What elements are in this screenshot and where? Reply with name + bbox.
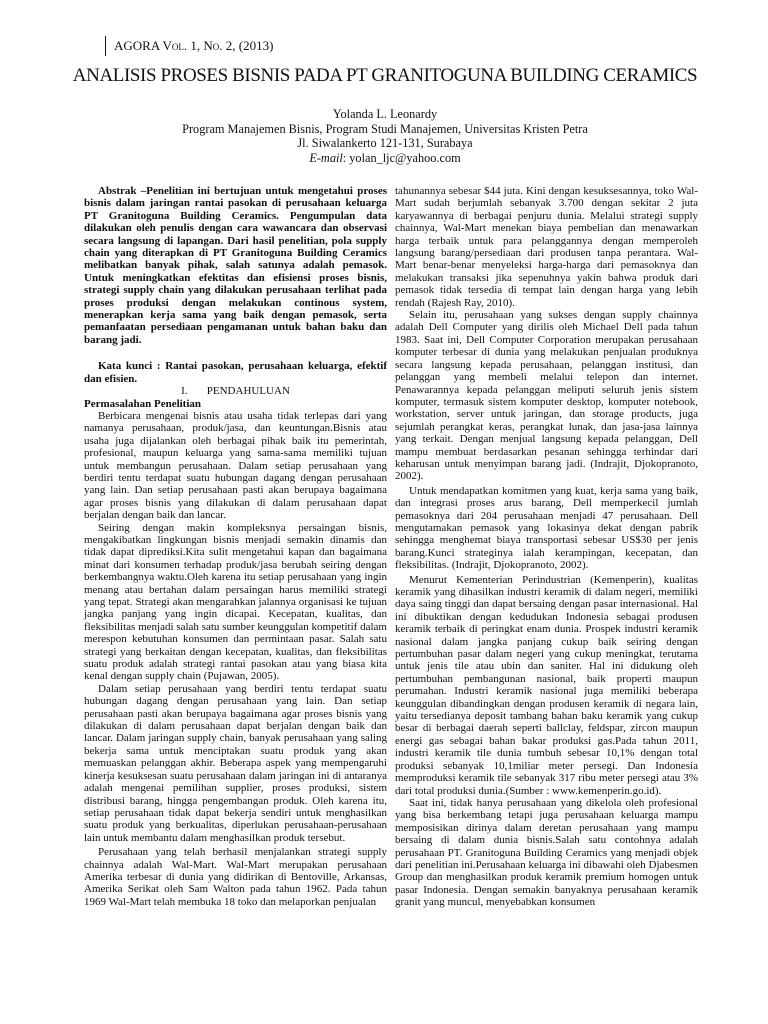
paper-title: ANALISIS PROSES BISNIS PADA PT GRANITOGUNA BUILDING CERAMICS (72, 65, 698, 86)
author-block (60, 107, 710, 165)
subsection-heading: Permasalahan Penelitian (84, 397, 202, 410)
paragraph: Seiring dengan makin kompleksnya persaingan bisnis, mengakibatkan lingkungan bisnis menjadi semakin dinamis dan tidak dapat diprediksi.Kita sulit mengetahui kapan dan bagaimana minat dari konsumen terhadap produk/jasa berubah seiring dengan berkembangnya waktu.Oleh karena itu setiap perusahaan yang ingin menang atau bertahan dalam persaingan harus memiliki strategi yang tepat. Strategi akan mengarahkan jalannya organisasi ke tujuan jangka panjang yang ingin dicapai. Kecepatan, kualitas, dan fleksibilitas menjadi salah satu sumber keunggulan kompetitif dalam merespon kebutuhan konsumen dan permintaan pasar. Salah satu strategi yang berkaitan dengan kecepatan, kualitas, dan fleksibilitas suatu produk adalah strategi rantai pasokan atau yang biasa kita kenal dengan supply chain (Pujawan, 2005). (84, 521, 387, 683)
section-title: PENDAHULUAN (206, 385, 290, 398)
paragraph: Untuk mendapatkan komitmen yang kuat, kerja sama yang baik, dan integrasi proses arus barang, Dell memperkecil jumlah pemasoknya dari 204 perusahaan menjadi 47 perusahaan. Dell mengutamakan pemasok yang lokasinya dekat dengan pabrik sehingga menghemat biaya transportasi sebesar US$30 per jenis barang.Kunci strateginya ialah kerampingan, kecepatan, dan fleksibilitas. (Indrajit, Djokopranoto, 2002). (395, 484, 698, 572)
paragraph: Selain itu, perusahaan yang sukses dengan supply chainnya adalah Dell Computer yang dirilis oleh Michael Dell pada tahun 1983. Saat ini, Dell Computer Corporation merupakan perusahaan komputer terbesar di dunia yang melakukan penjualan produknya secara langsung kepada perusahaan, pelanggan institusi, dan pelanggan yang membeli melalui telepon dan internet. Penawarannya kepada pelanggan meliputi seluruh jenis sistem komputer, termasuk sistem komputer desktop, komputer notebook, workstation, server untuk jaringan, dan storage products, juga sejumlah perangkat keras, perangkat lunak, dan jasa-jasa lainnya yang terkait. Dengan menjual langsung kepada pelanggan, Dell mampu membuat berdasarkan pesanan sehingga terhindar dari keharusan untuk menyimpan barang jadi. (Indrajit, Djokopranoto, 2002). (395, 309, 698, 483)
author-affiliation: Program Manajemen Bisnis, Program Studi Manajemen, Universitas Kristen Petra (182, 121, 588, 136)
keywords: Kata kunci : Rantai pasokan, perusahaan keluarga, efektif dan efisien. (84, 360, 387, 385)
paragraph: Perusahaan yang telah berhasil menjalankan strategi supply chainnya adalah Wal-Mart. Wal-Mart merupakan perusahaan Amerika terbesar di dunia yang didirikan di Bentoville, Arkansas, Amerika Serikat oleh Sam Walton pada tahun 1962. Pada tahun 1969 Wal-Mart telah membuka 18 toko dan melaporkan penjualan (84, 846, 387, 908)
abstract: Abstrak –Penelitian ini bertujuan untuk mengetahui proses bisnis dalam jaringan rantai pasokan di perusahaan keluarga PT Granitoguna Building Ceramics. Pengumpulan data dilakukan oleh penulis dengan cara wawancara dan observasi secara langsung di lapangan. Dari hasil penelitian, pola supply chain yang diterapkan di PT Granitoguna Building Ceramics melibatkan banyak pihak, salah satunya adalah pemasok. Untuk meningkatkan efektitas dan efisiensi proses bisnis, strategi supply chain yang dilakukan perusahaan terlihat pada proses produksi dengan melakukan continous system, menerapkan kerja sama yang baik dengan pemasok, serta pemanfaatan persediaan pengamanan untuk bahan baku dan barang jadi. (84, 185, 387, 346)
author-email[interactable]: : yolan_ljc@yahoo.com (342, 150, 461, 165)
paragraph: Dalam setiap perusahaan yang berdiri tentu terdapat suatu hubungan dagang dengan perusahaan yang lain. Dan setiap perusahaan pasti akan berupaya bagaimana agar proses bisnis yang dilakukan di dalam perusahaan dapat berjalan dengan baik dan lancar. Dalam jaringan supply chain, banyak perusahaan yang saling bekerja sama untuk menciptakan suatu produk yang akan memuaskan pelanggan akhir. Beberapa aspek yang mempengaruhi kinerja kesuksesan suatu perusahaan dalam jaringan ini di antaranya adalah mengenai pemilihan supplier, proses produksi, sistem distribusi barang, hingga pengembangan produk. Oleh karena itu, setiap perusahaan tidak dapat bekerja sendiri untuk menghasilkan suatu produk yang berkualitas, diperlukan perusahaan-perusahaan lain untuk membantu dalam menghasilkan produk tersebut. (84, 682, 387, 844)
right-column (395, 185, 698, 909)
left-column (84, 185, 387, 908)
author-name: Yolanda L. Leonardy (332, 107, 438, 121)
author-address: Jl. Siwalankerto 121-131, Surabaya (297, 136, 473, 151)
paragraph: Saat ini, tidak hanya perusahaan yang dikelola oleh profesional yang bisa berkembang tetapi juga perusahaan keluarga mampu memposisikan dirinya dalam deretan perusahaan yang mampu bersaing di dalam dunia bisnis.Salah satu contohnya adalah perusahaan PT. Granitoguna Building Ceramics yang menjadi objek dari penelitian ini.Perusahaan keluarga ini dibawahi oleh Djabesmen Group dan menghasilkan produk keramik premium homogen untuk pasar Indonesia. Dengan semakin banyaknya perusahaan keramik granit yang muncul, menyebabkan konsumen (395, 796, 698, 909)
section-number: I. (181, 385, 188, 398)
section-heading (84, 385, 387, 397)
paragraph: Berbicara mengenai bisnis atau usaha tidak terlepas dari yang namanya perusahaan, produk/jasa, dan keuntungan.Bisnis atau usaha juga dijalankan oleh berbagai pihak baik itu pemerintah, profesional, maupun keluarga yang sama-sama memiliki tujuan untuk membangun perusahaan. Dalam setiap perusahaan yang berdiri tentu terdapat suatu hubungan dagang dengan perusahaan yang lain. Dan setiap perusahaan pasti akan berupaya bagaimana agar proses bisnis yang dilakukan di dalam perusahaan dapat berjalan dengan baik dan lancar. (84, 409, 387, 522)
author-email-line (60, 151, 710, 166)
paragraph: tahunannya sebesar $44 juta. Kini dengan kesuksesannya, toko Wal-Mart sudah berjumlah sebanyak 3.700 dengan sekitar 2 juta karyawannya di berbagai penjuru dunia. Melalui strategi supply chainnya, Wal-Mart menekan biaya pembelian dan menawarkan harga terbaik untuk para pelanggannya dengan memperoleh langsung barang/persediaan dari produsen tanpa perantara. Wal-Mart benar-benar menyeleksi harga-harga dari pemasoknya dan melakukan transaksi jika sepenuhnya yakin bahwa produk dari pemasok tidak tersedia di tempat lain dengan harga yang lebih rendah (Rajesh Ray, 2010). (395, 185, 698, 309)
journal-header: AGORA Vol. 1, No. 2, (2013) (105, 36, 273, 56)
email-label: E-mail (309, 150, 343, 165)
paragraph: Menurut Kementerian Perindustrian (Kemenperin), kualitas keramik yang dihasilkan industri keramik di dalam negeri, memiliki daya saing tinggi dan dapat bersaing dengan pasar internasional. Hal ini dibuktikan dengan kedudukan Indonesia sebagai produsen keramik terbaik di peringkat enam dunia. Prospek industri keramik nasional dalam jangka panjang cukup baik seiring dengan pertumbuhan pasar dalam negeri yang cukup meningkat, terutama untuk jenis tile atau ubin dan saniter. Hal ini didukung oleh pertumbuhan pembangunan nasional, baik properti maupun perumahan. Industri keramik nasional juga memiliki beberapa keunggulan dibandingkan dengan produsen keramik di negara lain, yaitu tersedianya deposit tambang bahan baku keramik yang cukup besar di berbagai daerah seperti ballclay, feldspar, zircon maupun energi gas sebagai bahan bakar produksi gas.Pada tahun 2011, industri keramik tile dunia tumbuh sebesar 10,1% dengan total produksi sebanyak 10,1miliar meter persegi. Dan Indonesia memproduksi keramik tile sebanyak 317 ribu meter persegi atau 3% dari total produksi dunia.(Sumber : www.kemenperin.go.id). (395, 573, 698, 797)
